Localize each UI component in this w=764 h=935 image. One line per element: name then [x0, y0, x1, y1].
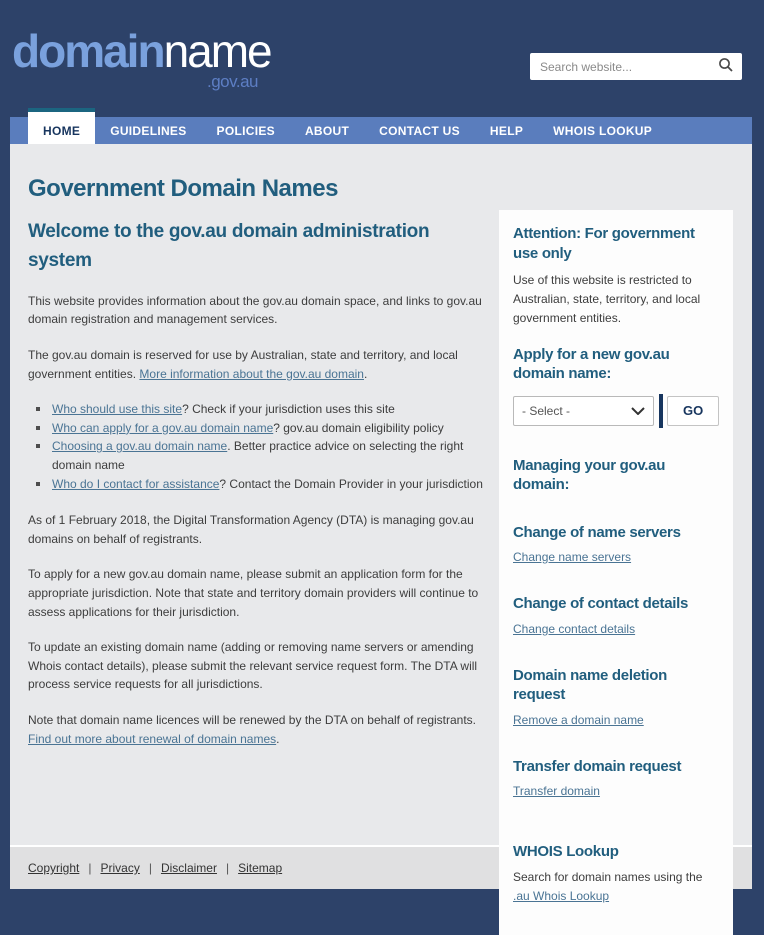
logo-suffix: .gov.au: [206, 72, 258, 91]
list-item-text: ? Check if your jurisdiction uses this site: [182, 402, 395, 417]
apply-heading: Apply for a new gov.au domain name:: [513, 345, 670, 383]
nav-item-whois-lookup[interactable]: WHOIS LOOKUP: [553, 123, 653, 138]
renewal-paragraph: [28, 711, 490, 748]
list-item-text: ? Contact the Domain Provider in your jurisdiction: [219, 476, 483, 491]
dta-paragraph: As of 1 February 2018, the Digital Transformation Agency (DTA) is managing gov.au domains on behalf of registrants.: [28, 513, 474, 546]
info-link-list: [34, 400, 490, 493]
sidebar: [499, 210, 733, 935]
intro-paragraph: This website provides information about the gov.au domain space, and links to gov.au domain registration and management services.: [28, 293, 482, 327]
change-contact-details-link[interactable]: Change contact details: [513, 621, 636, 636]
go-button[interactable]: GO: [667, 396, 719, 426]
list-item-text: ? gov.au domain eligibility policy: [273, 420, 444, 435]
nav-item-contact-us[interactable]: CONTACT US: [379, 123, 460, 138]
apply-form-row: [513, 394, 719, 428]
who-should-use-link[interactable]: Who should use this site: [52, 402, 183, 417]
logo-wordmark: [12, 25, 271, 77]
renewal-text: Note that domain name licences will be renewed by the DTA on behalf of registrants.: [28, 712, 477, 727]
page-container: [10, 0, 752, 903]
list-item: [34, 437, 490, 474]
apply-separator-bar: [659, 394, 664, 428]
page-title: Government Domain Names: [28, 175, 338, 202]
change-contact-details-heading: Change of contact details: [513, 595, 689, 613]
transfer-request-heading: Transfer domain request: [513, 757, 682, 775]
site-header: [10, 0, 752, 117]
renewal-link[interactable]: Find out more about renewal of domain names: [28, 731, 277, 746]
nav-item-policies[interactable]: POLICIES: [216, 123, 275, 138]
change-name-servers-heading: Change of name servers: [513, 523, 681, 541]
main-nav: [10, 117, 752, 144]
attention-heading: Attention: For government use only: [513, 225, 695, 262]
apply-paragraph: To apply for a new gov.au domain name, please submit an application form for the appropriate jurisdiction. Note that state and territory domain providers will continue to assess applications for their jurisdiction.: [28, 567, 479, 619]
update-paragraph: To update an existing domain name (adding or removing name servers or amending Whois contact details), please submit the relevant service request form. The DTA will process service requests for all jurisdictions.: [28, 640, 478, 692]
footer-privacy-link[interactable]: Privacy: [100, 861, 140, 875]
footer-separator: |: [225, 861, 230, 875]
whois-lookup-link[interactable]: .au Whois Lookup: [513, 888, 610, 903]
nav-item-help[interactable]: HELP: [489, 123, 524, 138]
whois-heading: WHOIS Lookup: [513, 843, 619, 861]
reserved-period: .: [363, 366, 368, 381]
list-item-text: . Better practice advice on selecting the right domain name: [52, 439, 464, 473]
footer-separator: |: [88, 861, 92, 875]
search-input[interactable]: [531, 55, 711, 78]
nav-item-home[interactable]: HOME: [28, 108, 95, 144]
attention-text: Use of this website is restricted to Australian, state, territory, and local government entities.: [513, 273, 701, 326]
list-item: [34, 400, 490, 419]
more-information-link[interactable]: More information about the gov.au domain: [139, 366, 364, 381]
footer-separator: |: [148, 861, 152, 875]
logo-part-name: name: [163, 25, 271, 77]
main-column: [28, 144, 490, 748]
choosing-domain-link[interactable]: Choosing a gov.au domain name: [52, 439, 228, 454]
who-can-apply-link[interactable]: Who can apply for a gov.au domain name: [52, 420, 274, 435]
whois-text: Search for domain names using the: [513, 869, 703, 884]
search-button[interactable]: [711, 54, 741, 79]
renewal-period: .: [276, 731, 280, 746]
deletion-request-heading: Domain name deletion request: [513, 666, 668, 704]
list-item: [34, 419, 490, 438]
list-item: [34, 475, 490, 494]
site-logo[interactable]: [12, 25, 271, 92]
page-subtitle: Welcome to the gov.au domain administration system: [28, 221, 430, 272]
nav-item-about[interactable]: ABOUT: [304, 123, 350, 138]
change-name-servers-link[interactable]: Change name servers: [513, 550, 632, 565]
footer-copyright-link[interactable]: Copyright: [28, 861, 80, 875]
footer-disclaimer-link[interactable]: Disclaimer: [160, 861, 217, 875]
remove-domain-link[interactable]: Remove a domain name: [513, 712, 644, 727]
jurisdiction-select[interactable]: [513, 396, 654, 426]
search-icon: [718, 57, 734, 76]
reserved-paragraph: [28, 346, 490, 383]
reserved-text: The gov.au domain is reserved for use by Australian, state and territory, and local government entities.: [28, 348, 458, 381]
footer-sitemap-link[interactable]: Sitemap: [238, 861, 283, 875]
managing-heading: Managing your gov.au domain:: [513, 456, 666, 494]
nav-item-guidelines[interactable]: GUIDELINES: [110, 123, 187, 138]
transfer-domain-link[interactable]: Transfer domain: [513, 784, 600, 799]
contact-assistance-link[interactable]: Who do I contact for assistance: [52, 476, 220, 491]
search-box: [530, 53, 742, 80]
logo-part-domain: domain: [12, 25, 164, 77]
